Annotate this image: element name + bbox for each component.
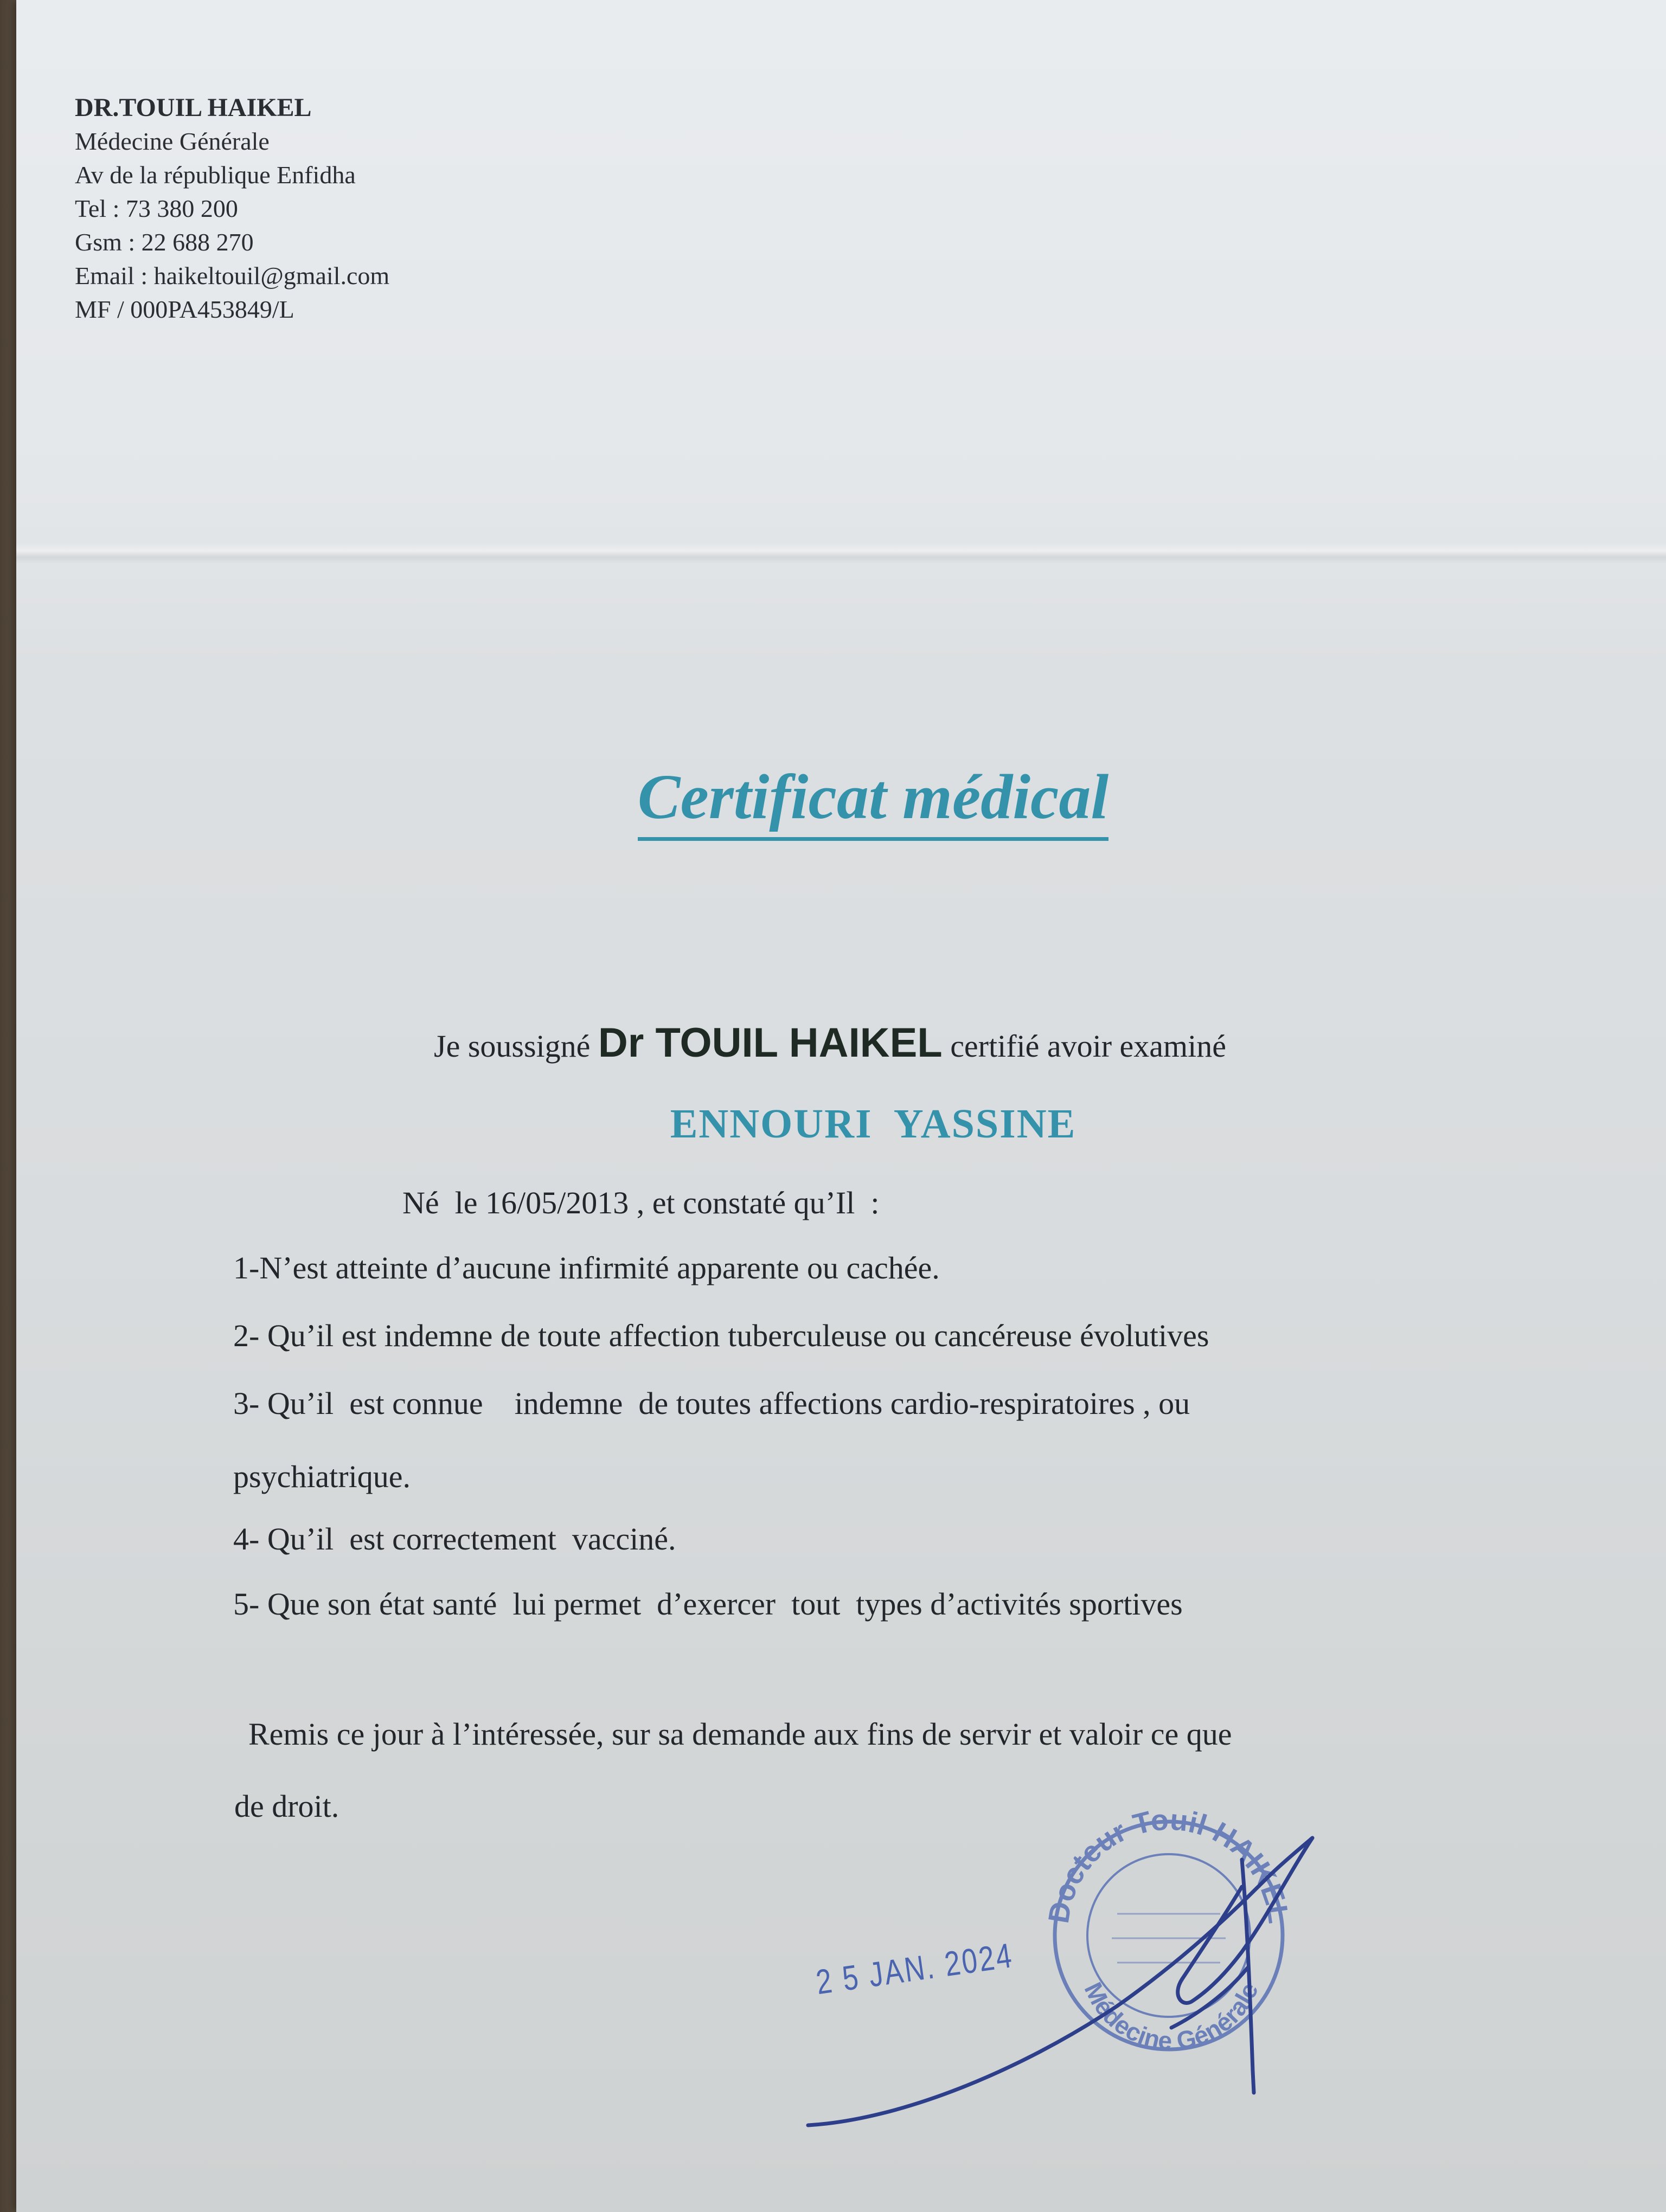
letterhead-specialty: Médecine Générale xyxy=(75,127,270,155)
intro-line xyxy=(434,1019,1226,1066)
intro-doctor-name: Dr TOUIL HAIKEL xyxy=(598,1020,943,1066)
statement-item-5: 5- Que son état santé lui permet d’exercer tout types d’activités sportives xyxy=(233,1586,1183,1622)
certificate-title-text: Certificat médical xyxy=(638,759,1108,841)
stamp-bottom-text: Médecine Générale xyxy=(1079,1978,1264,2055)
patient-name: ENNOURI YASSINE xyxy=(670,1101,1077,1147)
letterhead-gsm: Gsm : 22 688 270 xyxy=(75,228,254,256)
intro-suffix: certifié avoir examiné xyxy=(950,1028,1227,1064)
statement-item-2: 2- Qu’il est indemne de toute affection tuberculeuse ou cancéreuse évolutives xyxy=(233,1318,1209,1353)
letterhead-email: Email : haikeltouil@gmail.com xyxy=(75,262,390,290)
date-stamp: 2 5 JAN. 2024 xyxy=(813,1935,1016,2002)
statement-item-4: 4- Qu’il est correctement vacciné. xyxy=(233,1521,676,1557)
letterhead xyxy=(75,91,389,326)
letterhead-mf: MF / 000PA453849/L xyxy=(75,295,294,323)
closing-line-1: Remis ce jour à l’intéressée, sur sa demande aux fins de servir et valoir ce que xyxy=(248,1716,1232,1752)
statement-item-1: 1-N’est atteinte d’aucune infirmité apparente ou cachée. xyxy=(233,1250,940,1285)
born-line: Né le 16/05/2013 , et constaté qu’Il : xyxy=(402,1185,880,1220)
letterhead-doctor-name: DR.TOUIL HAIKEL xyxy=(75,93,312,122)
doctor-stamp-and-signature xyxy=(792,1789,1388,2158)
stamp-top-text: Docteur Touil HAIKEL xyxy=(1042,1803,1295,1926)
intro-prefix: Je soussigné xyxy=(434,1028,591,1064)
statement-item-3: 3- Qu’il est connue indemne de toutes affections cardio-respiratoires , ou xyxy=(233,1386,1190,1421)
certificate-title xyxy=(0,759,1666,841)
paper-fold xyxy=(16,542,1666,564)
letterhead-address: Av de la république Enfidha xyxy=(75,161,356,189)
statement-item-3-continued: psychiatrique. xyxy=(233,1459,411,1494)
closing-line-2: de droit. xyxy=(234,1789,339,1824)
letterhead-tel: Tel : 73 380 200 xyxy=(75,195,238,222)
